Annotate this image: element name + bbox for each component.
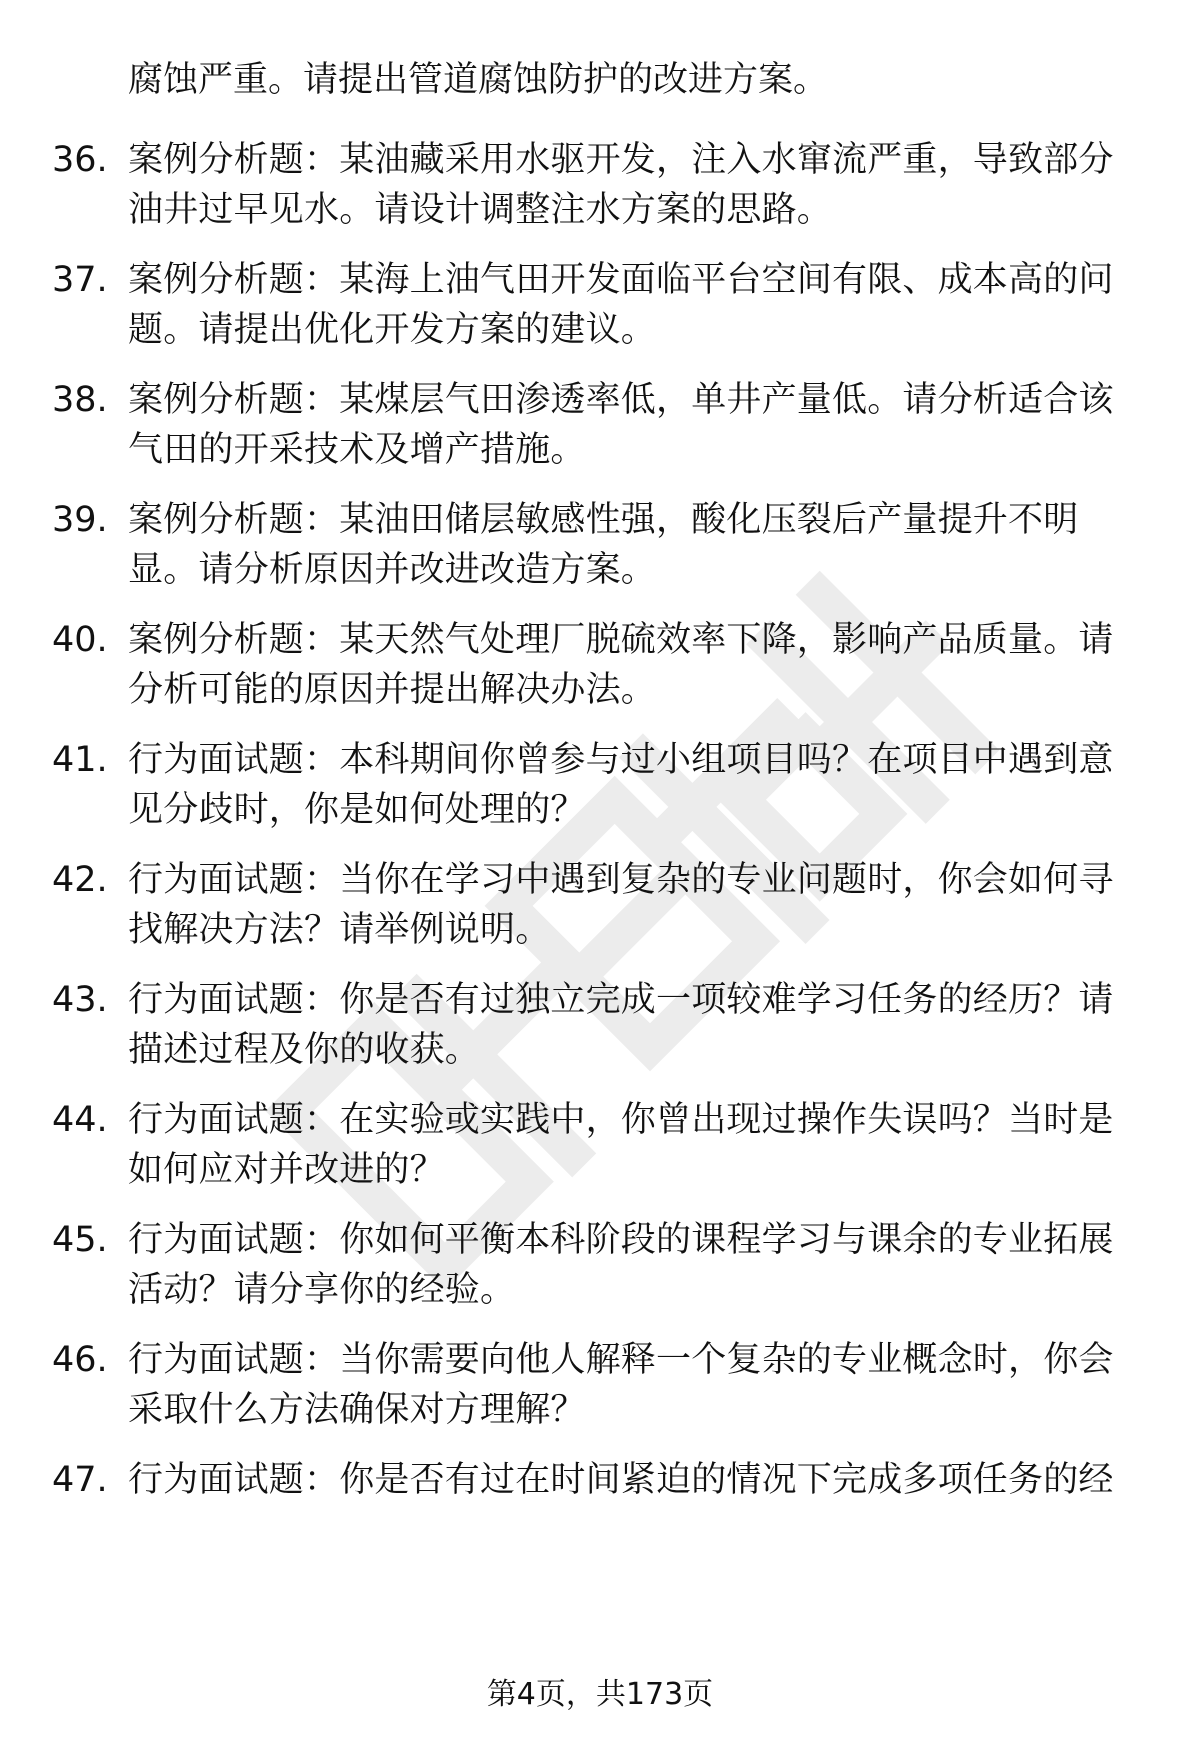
item-text-line: 行为面试题：你如何平衡本科阶段的课程学习与课余的专业拓展 — [128, 1220, 1114, 1260]
item-text-line: 行为面试题：当你在学习中遇到复杂的专业问题时，你会如何寻 — [128, 860, 1114, 900]
item-number: 37. — [52, 260, 108, 300]
item-number: 40. — [52, 620, 108, 660]
item-text-line: 行为面试题：你是否有过独立完成一项较难学习任务的经历？请 — [128, 980, 1114, 1020]
list-item — [0, 615, 1200, 715]
item-text-line: 案例分析题：某油藏采用水驱开发，注入水窜流严重，导致部分 — [128, 140, 1114, 180]
item-text — [128, 1455, 1148, 1505]
item-text-line: 找解决方法？请举例说明。 — [128, 910, 551, 950]
item-text-line: 显。请分析原因并改进改造方案。 — [128, 550, 657, 590]
list-item — [0, 975, 1200, 1075]
item-text-line: 案例分析题：某天然气处理厂脱硫效率下降，影响产品质量。请 — [128, 620, 1114, 660]
item-text-line: 行为面试题：本科期间你曾参与过小组项目吗？在项目中遇到意 — [128, 740, 1114, 780]
list-item — [0, 495, 1200, 595]
item-text-line: 案例分析题：某海上油气田开发面临平台空间有限、成本高的问 — [128, 260, 1114, 300]
item-text — [128, 855, 1148, 955]
item-text-line: 气田的开采技术及增产措施。 — [128, 430, 586, 470]
list-item — [0, 1095, 1200, 1195]
item-text-line: 行为面试题：在实验或实践中，你曾出现过操作失误吗？当时是 — [128, 1100, 1114, 1140]
item-text-line: 题。请提出优化开发方案的建议。 — [128, 310, 657, 350]
page-footer: 第4页，共173页 — [486, 1677, 714, 1712]
item-text-line: 描述过程及你的收获。 — [128, 1030, 481, 1070]
item-text-line: 油井过早见水。请设计调整注水方案的思路。 — [128, 190, 833, 230]
item-text — [128, 1095, 1148, 1195]
list-item — [0, 1455, 1200, 1555]
item-text-line: 活动？请分享你的经验。 — [128, 1270, 516, 1310]
list-item — [0, 135, 1200, 235]
list-item — [0, 735, 1200, 835]
item-text — [128, 735, 1148, 835]
item-text-line: 案例分析题：某煤层气田渗透率低，单井产量低。请分析适合该 — [128, 380, 1114, 420]
item-text — [128, 135, 1148, 235]
item-number: 38. — [52, 380, 108, 420]
item-text-line: 采取什么方法确保对方理解？ — [128, 1390, 586, 1430]
item-number: 47. — [52, 1460, 108, 1500]
continuation-text: 腐蚀严重。请提出管道腐蚀防护的改进方案。 — [128, 60, 829, 100]
item-text-line: 案例分析题：某油田储层敏感性强，酸化压裂后产量提升不明 — [128, 500, 1079, 540]
item-number: 42. — [52, 860, 108, 900]
item-text-line: 行为面试题：当你需要向他人解释一个复杂的专业概念时，你会 — [128, 1340, 1114, 1380]
item-text-line: 如何应对并改进的？ — [128, 1150, 445, 1190]
item-text — [128, 375, 1148, 475]
list-item — [0, 255, 1200, 355]
item-number: 41. — [52, 740, 108, 780]
item-number: 36. — [52, 140, 108, 180]
list-item — [0, 375, 1200, 475]
item-text — [128, 615, 1148, 715]
item-text — [128, 1215, 1148, 1315]
item-number: 46. — [52, 1340, 108, 1380]
item-text — [128, 1335, 1148, 1435]
item-text-line: 行为面试题：你是否有过在时间紧迫的情况下完成多项任务的经 — [128, 1460, 1114, 1500]
item-number: 39. — [52, 500, 108, 540]
item-number: 45. — [52, 1220, 108, 1260]
item-text — [128, 255, 1148, 355]
list-item — [0, 1335, 1200, 1435]
item-text-line: 见分歧时，你是如何处理的？ — [128, 790, 586, 830]
item-number: 44. — [52, 1100, 108, 1140]
list-item — [0, 1215, 1200, 1315]
list-item — [0, 855, 1200, 955]
item-text — [128, 975, 1148, 1075]
item-number: 43. — [52, 980, 108, 1020]
item-text — [128, 495, 1148, 595]
item-text-line: 分析可能的原因并提出解决办法。 — [128, 670, 657, 710]
